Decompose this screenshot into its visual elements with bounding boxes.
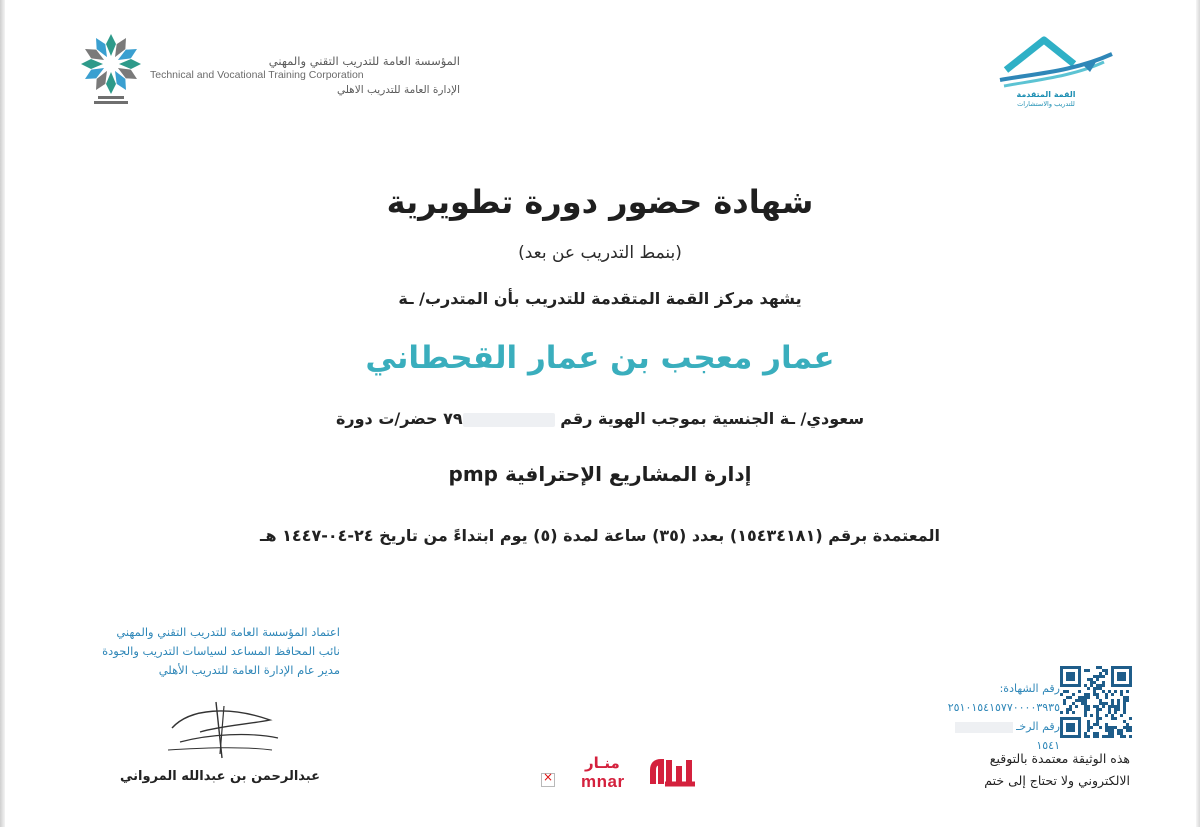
signer-name: عبدالرحمن بن عبدالله المرواني	[120, 769, 320, 784]
tvtc-logo	[76, 32, 460, 112]
e-signature-note	[880, 748, 1130, 792]
note-line-2: الالكتروني ولا تحتاج إلى ختم	[984, 773, 1130, 788]
org-name-ar: المؤسسة العامة للتدريب التقني والمهني	[268, 54, 460, 68]
license-row	[890, 717, 1060, 736]
mnar-name-en: mnar	[581, 772, 625, 791]
qimma-roof-icon	[992, 36, 1118, 92]
nationality-line	[0, 409, 1200, 428]
note-line-1: هذه الوثيقة معتمدة بالتوقيع	[989, 751, 1130, 766]
tvtc-star-icon	[76, 32, 146, 110]
mnar-glyph-icon	[649, 756, 699, 788]
id-visible-suffix: ٧٩	[443, 409, 463, 428]
accreditation-line-3: مدير عام الإدارة العامة للتدريب الأهلي	[158, 663, 340, 677]
license-value: ١٥٤١	[1036, 739, 1060, 752]
tvtc-text-block	[150, 54, 460, 98]
accreditation-line-2: نائب المحافظ المساعد لسياسات التدريب والجودة	[102, 644, 340, 658]
certificate-info	[890, 679, 1060, 755]
redacted-id	[463, 413, 555, 427]
qimma-name: القمة المتقدمة	[1016, 90, 1076, 99]
qr-code-icon	[1060, 666, 1132, 738]
cert-number-label: رقم الشهادة:	[999, 682, 1060, 695]
nationality-prefix: سعودي/ ـة الجنسية بموجب الهوية رقم	[560, 409, 865, 428]
nationality-suffix: حضر/ت دورة	[335, 409, 438, 428]
trainee-name: عمار معجب بن عمار القحطاني	[365, 340, 835, 376]
qimma-logo	[992, 36, 1118, 116]
course-name: إدارة المشاريع الإحترافية pmp	[448, 462, 752, 486]
qimma-subtitle: للتدريب والاستشارات	[1017, 100, 1075, 108]
license-label: رقم الرخـ	[1016, 720, 1060, 733]
broken-image-icon	[541, 773, 555, 787]
certificate-title: شهادة حضور دورة تطويرية	[386, 183, 814, 221]
cert-number-value: ٢٥١٠١٥٤١٥٧٧٠٠٠٠٣٩٣٥	[947, 701, 1060, 714]
training-mode: (بنمط التدريب عن بعد)	[518, 243, 682, 263]
org-name-en: Technical and Vocational Training Corporation	[150, 69, 364, 81]
mnar-name-ar: منـار	[585, 754, 620, 772]
org-department: الإدارة العامة للتدريب الاهلي	[336, 84, 460, 96]
redacted-license	[955, 722, 1013, 733]
mnar-logo	[575, 754, 715, 794]
accreditation-block	[40, 623, 340, 680]
signature-mark	[160, 698, 286, 768]
approval-line: المعتمدة برقم (١٥٤٣٤١٨١) بعدد (٣٥) ساعة لمدة (٥) يوم ابتداءً من تاريخ ٢٤-٠٤-١٤٤٧ هـ	[260, 526, 940, 545]
intro-statement: يشهد مركز القمة المتقدمة للتدريب بأن المتدرب/ ـة	[398, 289, 802, 308]
accreditation-line-1: اعتماد المؤسسة العامة للتدريب التقني والمهني	[116, 625, 340, 639]
cert-number-row	[890, 698, 1060, 717]
